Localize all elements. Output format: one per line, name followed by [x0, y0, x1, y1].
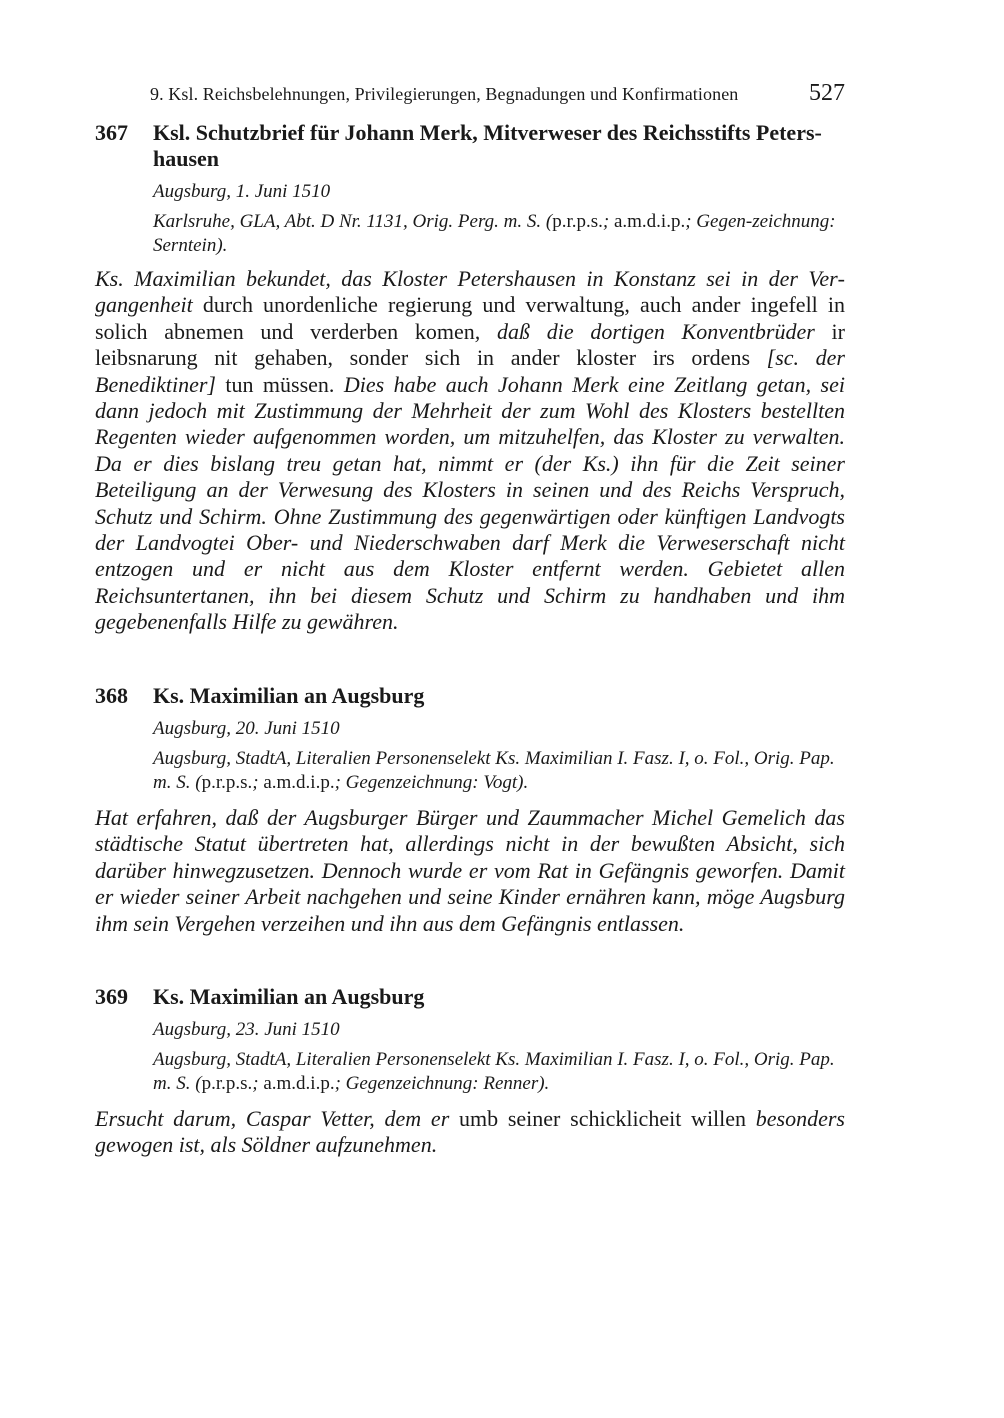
page-number: 527 [809, 80, 845, 106]
source-text: ; Gegen-zeichnung: Serntein). [153, 211, 836, 256]
source-text: ; Gegenzeichnung: Vogt). [334, 772, 529, 793]
body-segment: ir leibsnarung nit gehaben, sonder sich in ander kloster irs ordens [95, 318, 845, 371]
entry-title: Ks. Maximilian an Augsburg [153, 683, 425, 708]
entry-title-line: Ksl. Schutzbrief für Johann Merk, Mitverweser des Reichsstifts Peters- [153, 120, 822, 145]
entry-title [153, 120, 845, 172]
body-segment: [sc. der Benediktiner] [95, 345, 845, 397]
entry-body [95, 805, 845, 937]
entry-367 [95, 120, 845, 636]
source-note [153, 210, 845, 258]
source-text: Augsburg, StadtA, Literalien Personenselekt Ks. Maximilian I. Fasz. I, o. Fol., Orig. Pap. m. S. ( [153, 748, 835, 793]
entry-title-line: hausen [153, 146, 220, 171]
place-date: Augsburg, 23. Juni 1510 [153, 1019, 340, 1040]
running-title: 9. Ksl. Reichsbelehnungen, Privilegierungen, Begnadungen und Konfirmationen [150, 84, 739, 104]
entry-title: Ks. Maximilian an Augsburg [153, 984, 425, 1009]
body-segment: Ersucht darum, Caspar Vetter, dem er [95, 1106, 459, 1131]
source-text: Karlsruhe, GLA, Abt. D Nr. 1131, Orig. Perg. m. S. ( [153, 211, 553, 232]
body-segment: tun müssen. [225, 371, 344, 397]
entry-number: 367 [95, 120, 128, 145]
source-sep: ; [252, 1073, 264, 1094]
body-segment: Hat erfahren, daß der Augsburger Bürger und Zaummacher Michel Gemelich das städtische Statut übertreten hat, allerdings nicht in der bewußten Absicht, sich darüber hinwegzusetzen. Dennoch wurde er vom Rat in Gefängnis geworfen. Damit er wieder seiner Arbeit nachgehen und seine Kinder ernähren kann, möge Augsburg ihm sein Vergehen verzeihen und ihn aus dem Gefängnis entlassen. [95, 805, 845, 936]
source-text: ; Gegenzeichnung: Renner). [334, 1073, 550, 1094]
source-abbrev: a.m.d.i.p. [613, 211, 686, 232]
body-segment: durch unordenliche regierung und verwaltung, auch ander ingefell in solich abnemen und verderben komen [95, 292, 845, 344]
entry-369 [95, 984, 845, 1159]
entry-number: 369 [95, 984, 128, 1009]
entry-368 [95, 683, 845, 937]
entry-number: 368 [95, 683, 128, 708]
source-note [153, 1048, 845, 1096]
source-abbrev: a.m.d.i.p. [263, 772, 335, 793]
source-sep: ; [602, 211, 614, 232]
entry-body [95, 266, 845, 636]
source-sep: ; [252, 772, 264, 793]
source-abbrev: p.r.p.s. [201, 1073, 253, 1094]
running-header [150, 80, 845, 107]
source-abbrev: p.r.p.s. [201, 772, 253, 793]
body-segment: besonders gewogen ist, als Söldner aufzunehmen. [95, 1106, 845, 1158]
source-abbrev: a.m.d.i.p. [263, 1073, 335, 1094]
body-segment: Ks. Maximilian bekundet, das Kloster Petershausen in Konstanz sei in der Vergangenheit [95, 266, 845, 318]
source-text: Augsburg, StadtA, Literalien Personenselekt Ks. Maximilian I. Fasz. I, o. Fol., Orig. Pap. m. S. ( [153, 1049, 835, 1094]
source-abbrev: p.r.p.s. [552, 211, 603, 232]
body-segment: Dies habe auch Johann Merk eine Zeitlang getan, sei dann jedoch mit Zustimmung der Mehrheit der zum Wohl des Klosters bestellten Regenten wieder aufgenommen worden, um mitzuhelfen, das Kloster zu verwalten. Da er dies bislang treu getan hat, nimmt er (der Ks.) ihn für die Zeit seiner Beteiligung an der Verwesung des Klosters in seinen und des Reichs Verspruch, Schutz und Schirm. Ohne Zustimmung des gegenwärtigen oder künftigen Landvogts der Landvogtei Ober- und Niederschwaben darf Merk die Verweserschaft nicht entzogen und er nicht aus dem Kloster entfernt werden. Gebietet allen Reichsuntertanen, ihn bei diesem Schutz und Schirm zu handhaben und ihm gegebenenfalls Hilfe zu gewähren. [95, 371, 845, 635]
place-date: Augsburg, 1. Juni 1510 [153, 181, 331, 202]
entry-body [95, 1106, 845, 1159]
body-segment: , daß die dortigen Konventbrüder [474, 318, 832, 344]
place-date: Augsburg, 20. Juni 1510 [153, 718, 340, 739]
source-note [153, 747, 845, 795]
body-segment: umb seiner schicklicheit willen [459, 1106, 756, 1131]
